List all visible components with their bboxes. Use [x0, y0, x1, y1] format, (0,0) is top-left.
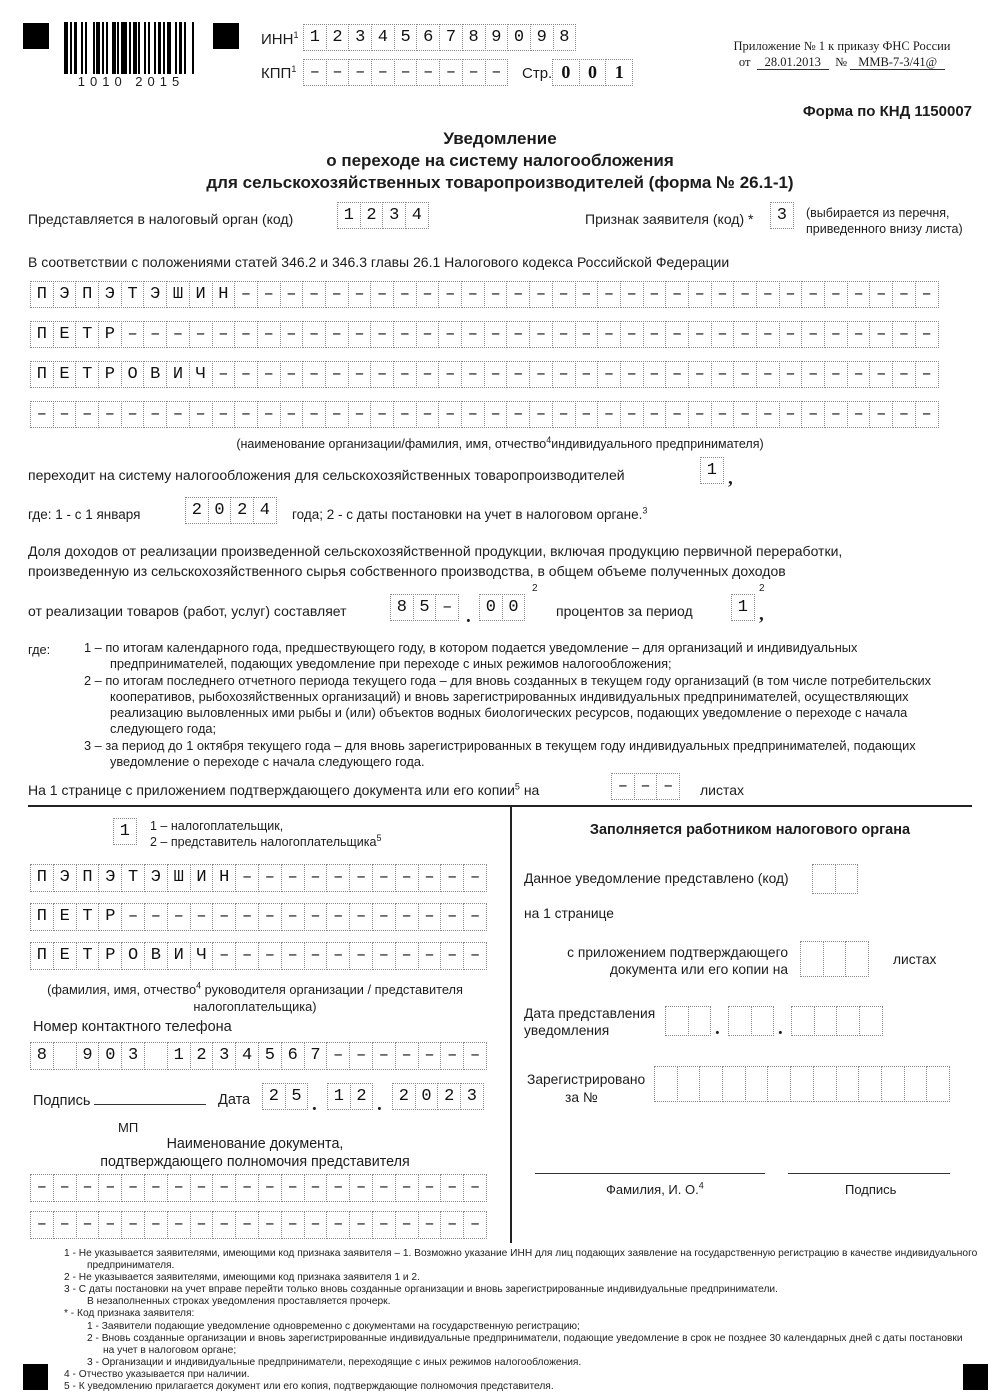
- submission-date-dot-1: .: [715, 1018, 720, 1039]
- name-row-2[interactable]: П Е Т Р – – – – – – – – – – – – – – – – – – – – – – – – – – – – – – – – – – – –: [30, 321, 938, 348]
- appendix-reference: Приложение № 1 к приказу ФНС России от 28.01.2013 № ММВ-7-3/41@: [733, 39, 951, 69]
- inn-label: ИНН$^1$: [261, 30, 299, 48]
- submission-date-dot-2: .: [778, 1018, 783, 1039]
- order-number: ММВ-7-3/41@: [850, 55, 945, 70]
- official-section-title: Заполняется работником налогового органа: [589, 822, 911, 838]
- phone-label: Номер контактного телефона: [33, 1019, 232, 1035]
- knd-form-code: Форма по КНД 1150007: [802, 103, 972, 120]
- page-number-label: Стр.: [522, 65, 553, 82]
- registration-mark-top-right: [213, 23, 239, 49]
- period-note-1: 1 – по итогам календарного года, предшествующего году, в котором подается уведомление – для организаций и индивидуальных предпринимателей, подающих уведомление при переходе с иных режимов налогообложения;: [84, 640, 858, 672]
- phone-field[interactable]: 8 9 0 3 1 2 3 4 5 6 7 – – – – – – –: [30, 1042, 486, 1070]
- attachment-label: с приложением подтверждающего документа или его копии на: [567, 945, 788, 977]
- submission-date-day-field[interactable]: [665, 1006, 710, 1036]
- official-sheets-field[interactable]: [800, 941, 868, 977]
- official-name-line[interactable]: [535, 1173, 765, 1174]
- submitted-code-field[interactable]: [812, 864, 857, 894]
- kpp-label: КПП$^1$: [261, 64, 297, 82]
- income-share-text: Доля доходов от реализации произведенной сельскохозяйственной продукции, включая продукцию первичной переработки, произведенную из сельскохозяйственного сырья собственного производства, в общем объеме полученных доходов: [28, 543, 843, 579]
- pages-line-post: листах: [700, 782, 745, 798]
- submission-date-label: Дата представления уведомления: [524, 1006, 656, 1038]
- name-row-1[interactable]: П Э П Э Т Э Ш И Н – – – – – – – – – – – – – – – – – – – – – – – – – – – – – – –: [30, 281, 938, 308]
- income-share-mid: процентов за период: [556, 603, 693, 619]
- percent-integer-field[interactable]: 8 5 –: [390, 594, 458, 621]
- period-notes: [28, 640, 966, 770]
- name-row-4[interactable]: – – – – – – – – – – – – – – – – – – – – – – – – – – – – – – – – – – – – – – – –: [30, 401, 938, 428]
- percent-decimal-point: .: [466, 606, 471, 627]
- name-rows-caption: (наименование организации/фамилия, имя, отчество$^4$индивидуального предпринимателя): [236, 434, 764, 451]
- tax-authority-code-field[interactable]: 1 2 3 4: [337, 202, 428, 229]
- inn-field[interactable]: 1 2 3 4 5 6 7 8 9 0 9 8: [303, 24, 575, 51]
- barcode: [64, 22, 198, 74]
- name-row-3[interactable]: П Е Т Р О В И Ч – – – – – – – – – – – – – – – – – – – – – – – – – – – – – – – –: [30, 361, 938, 388]
- attachment-sheets-field[interactable]: – – –: [611, 773, 679, 800]
- registration-mark-bottom-right: [963, 1364, 988, 1390]
- official-signature-line[interactable]: [788, 1173, 950, 1174]
- date-label: Дата: [218, 1092, 251, 1108]
- date-month-field[interactable]: 1 2: [327, 1083, 372, 1110]
- transition-text: переходит на систему налогообложения для сельскохозяйственных товаропроизводителей: [28, 467, 625, 483]
- date-day-field[interactable]: 2 5: [262, 1083, 307, 1110]
- period-footnote-mark: 2: [759, 583, 765, 594]
- date-variant-suffix: года; 2 - с даты постановки на учет в налоговом органе.$^3$: [292, 505, 648, 522]
- period-note-2: 2 – по итогам последнего отчетного периода текущего года – для вновь созданных в текущем году организаций (в том числе потребительских кооперативов, рыбохозяйственных организаций) и вновь зарегистрированных индивидуальных предпринимателей, осуществляющих реализацию выловленных ими рыбы и (или) объектов водных биологических ресурсов, подающих уведомление о переходе с начала следующего года;: [84, 672, 932, 737]
- period-comma: ,: [759, 604, 764, 625]
- submission-date-year-field[interactable]: [791, 1006, 882, 1036]
- official-signature-caption: Подпись: [845, 1182, 897, 1197]
- authority-document-title: Наименование документа, подтверждающего полномочия представителя: [100, 1136, 410, 1170]
- vertical-divider: [510, 806, 512, 1243]
- registered-label: Зарегистрировано: [527, 1072, 646, 1087]
- registration-number-field[interactable]: [654, 1066, 949, 1102]
- date-dot-1: .: [312, 1094, 317, 1115]
- signer-name-caption: (фамилия, имя, отчество$^4$ руководителя организации / представителя налогоплательщика): [47, 980, 463, 1014]
- registered-number-label: за №: [565, 1090, 598, 1105]
- date-year-field[interactable]: 2 0 2 3: [392, 1083, 483, 1110]
- signer-name-row-3[interactable]: П Е Т Р О В И Ч – – – – – – – – – – – –: [30, 942, 486, 970]
- transition-comma: ,: [728, 468, 733, 489]
- authority-document-row-1[interactable]: – – – – – – – – – – – – – – – – – – – –: [30, 1174, 486, 1202]
- transition-code-field[interactable]: 1: [700, 457, 723, 484]
- applicant-attribute-label: Признак заявителя (код) *: [585, 211, 754, 227]
- submitted-code-label: Данное уведомление представлено (код): [524, 871, 789, 886]
- legal-basis-text: В соответствии с положениями статей 346.2 и 346.3 главы 26.1 Налогового кодекса Российской Федерации: [28, 254, 730, 270]
- submission-date-month-field[interactable]: [728, 1006, 773, 1036]
- signer-type-field[interactable]: 1: [113, 818, 136, 845]
- on-page-text: на 1 странице: [524, 906, 614, 921]
- kpp-field[interactable]: – – – – – – – – –: [303, 59, 507, 86]
- signature-line[interactable]: [94, 1092, 206, 1105]
- stamp-placeholder: МП: [118, 1120, 139, 1135]
- period-note-3: 3 – за период до 1 октября текущего года – для вновь зарегистрированных в текущем году индивидуальных предпринимателей, подающих уведомление о переходе с начала следующего года.: [84, 737, 916, 770]
- form-title: Уведомление о переходе на систему налогообложения для сельскохозяйственных товаропроизводителей (форма № 26.1-1): [206, 129, 794, 192]
- applicant-attribute-note: (выбирается из перечня, приведенного внизу листа): [806, 206, 963, 236]
- authority-document-row-2[interactable]: – – – – – – – – – – – – – – – – – – – –: [30, 1211, 486, 1239]
- signer-name-row-1[interactable]: П Э П Э Т Э Ш И Н – – – – – – – – – – –: [30, 864, 486, 892]
- year-field[interactable]: 2 0 2 4: [185, 497, 276, 524]
- barcode-text: 1010 2015: [77, 74, 185, 89]
- date-variant-prefix: где: 1 - с 1 января: [28, 507, 141, 522]
- period-notes-lead: где:: [28, 642, 51, 657]
- registration-mark-top-left: [23, 23, 49, 49]
- pages-line-text: На 1 странице с приложением подтверждающего документа или его копии$^5$ на: [28, 781, 540, 798]
- order-date: 28.01.2013: [757, 55, 829, 70]
- signer-name-row-2[interactable]: П Е Т Р – – – – – – – – – – – – – – – –: [30, 903, 486, 931]
- official-name-caption: Фамилия, И. О.$^4$: [606, 1180, 704, 1197]
- horizontal-divider: [28, 805, 972, 807]
- official-sheets-post: листах: [893, 952, 937, 967]
- footnotes: 1 - Не указывается заявителями, имеющими код признака заявителя – 1. Возможно указание ИНН для лиц подающих заявление на государственную регистрацию в качестве индивидуального предпринимателя. 2 - Не указывается заявителями, имеющими код признака заявителя 1 и 2. 3 - С даты постановки на учет вправе перейти только вновь созданные организации и вновь зарегистрированные индивидуальные предприниматели. В незаполненных строках уведомления проставляется прочерк. * - Код признака заявителя: 1 - Заявители подающие уведомление одновременно с документами на государственную регистрацию; 2 - Вновь созданные организации и вновь зарегистрированные индивидуальные предприниматели, подающие уведомление в срок не позднее 30 календарных дней с даты постановки на учет в налоговом органе; 3 - Организации и индивидуальные предприниматели, переходящие с иных режимов налогообложения. 4 - Отчество указывается при наличии. 5 - К уведомлению прилагается документ или его копия, подтверждающие полномочия представителя.: [64, 1248, 978, 1393]
- period-code-field[interactable]: 1: [731, 594, 754, 621]
- income-share-prefix: от реализации товаров (работ, услуг) составляет: [28, 603, 347, 619]
- percent-fraction-field[interactable]: 0 0: [479, 594, 524, 621]
- date-dot-2: .: [377, 1094, 382, 1115]
- signature-label: Подпись: [33, 1092, 206, 1109]
- percent-footnote-mark: 2: [532, 583, 538, 594]
- page-number-field[interactable]: 0 0 1: [552, 59, 632, 86]
- signer-type-options: 1 – налогоплательщик, 2 – представитель налогоплательщика$^5$: [150, 819, 382, 849]
- tax-authority-label: Представляется в налоговый орган (код): [28, 211, 294, 227]
- registration-mark-bottom-left: [23, 1364, 48, 1390]
- applicant-attribute-field[interactable]: 3: [770, 202, 793, 229]
